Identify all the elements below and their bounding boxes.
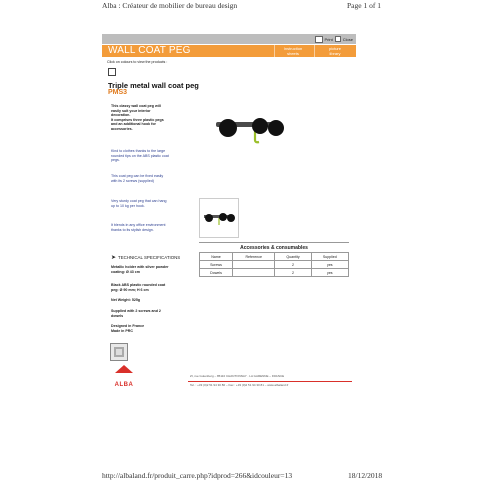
accessories-panel xyxy=(199,242,349,277)
toolbar xyxy=(102,34,356,44)
spec-4: Supplied with 2 screws and 2 dowels xyxy=(111,309,161,318)
footer-divider xyxy=(188,381,352,382)
product-thumbnail[interactable] xyxy=(199,198,239,238)
print-date: 18/12/2018 xyxy=(348,471,383,480)
colours-hint: Click on colours to view the products : xyxy=(107,60,168,64)
footer-address: ZI, rue Gutenberg – 85110 CHANTONNAY · LA GARENNE – FRANCE xyxy=(190,374,285,378)
print-icon[interactable] xyxy=(315,36,323,43)
table-row: Dowels 2 yes xyxy=(200,269,349,277)
arrow-icon: ➤ xyxy=(111,255,117,261)
browser-title: Alba : Créateur de mobilier de bureau design xyxy=(102,1,238,10)
peg-knob-1 xyxy=(219,119,237,137)
colour-swatch-checkbox[interactable] xyxy=(108,68,116,76)
column-header: Quantity xyxy=(275,253,311,261)
product-main-image[interactable] xyxy=(214,112,286,148)
accessories-title: Accessories & consumables xyxy=(199,242,349,252)
description-point-4: It blends in any office environment thanks to its stylish design. xyxy=(111,223,166,232)
peg-knob-2 xyxy=(252,118,268,134)
specs-heading: ➤ TECHNICAL SPECIFICATIONS xyxy=(111,255,181,261)
column-header: Supplied xyxy=(311,253,348,261)
banner-title: WALL COAT PEG xyxy=(108,45,191,56)
spec-3: Net Weight: 525g xyxy=(111,298,141,302)
accessories-table xyxy=(199,252,349,277)
print-button[interactable]: Print xyxy=(324,36,333,42)
product-code: PMS3 xyxy=(108,89,128,96)
page-number: Page 1 of 1 xyxy=(347,1,381,10)
spec-1: Metallic holder with silver powder coating: Ø 43 cm xyxy=(111,265,169,274)
close-icon[interactable] xyxy=(335,36,341,42)
picture-library-link[interactable]: picture library xyxy=(314,45,355,57)
instruction-sheets-link[interactable]: Instruction sheets xyxy=(274,45,311,57)
footer-contact: Tel. : +33 (0)2 51 94 30 80 – Fax : +33 (0)2 51 94 30 81 – www.albaland.fr xyxy=(190,383,289,387)
print-close-controls xyxy=(312,35,356,43)
spec-5: Designed in France Made in PRC xyxy=(111,324,145,333)
product-title: Triple metal wall coat peg xyxy=(108,81,199,90)
spec-2: Black ABS plastic rounded coat peg: Ø 90 mm; H 6 cm xyxy=(111,283,166,292)
description-point-2: This coat peg can be fixed easily with its 2 screws (supplied) xyxy=(111,174,164,183)
table-row: Screws 2 yes xyxy=(200,261,349,269)
peg-knob-3 xyxy=(268,120,284,136)
column-header: Name xyxy=(200,253,233,261)
close-button[interactable]: Close xyxy=(342,36,353,42)
column-header: Reference xyxy=(233,253,275,261)
product-banner xyxy=(102,45,356,57)
description-point-3: Very sturdy coat peg that can hang up to 10 kg per hook. xyxy=(111,199,167,208)
certification-logo xyxy=(110,343,128,361)
description-intro: This classy wall coat peg will easily suit your interior decoration. It comprises three plastic pegs and an additional hook for accessories. xyxy=(111,104,164,131)
table-header-row xyxy=(200,253,349,261)
alba-logo: ALBA xyxy=(108,364,140,388)
page-url: http://albaland.fr/produit_carre.php?idprod=266&idcouleur=13 xyxy=(102,471,293,480)
description-point-1: Kind to clothes thanks to the large rounded tips on the ABS plastic coat pegs. xyxy=(111,149,169,163)
